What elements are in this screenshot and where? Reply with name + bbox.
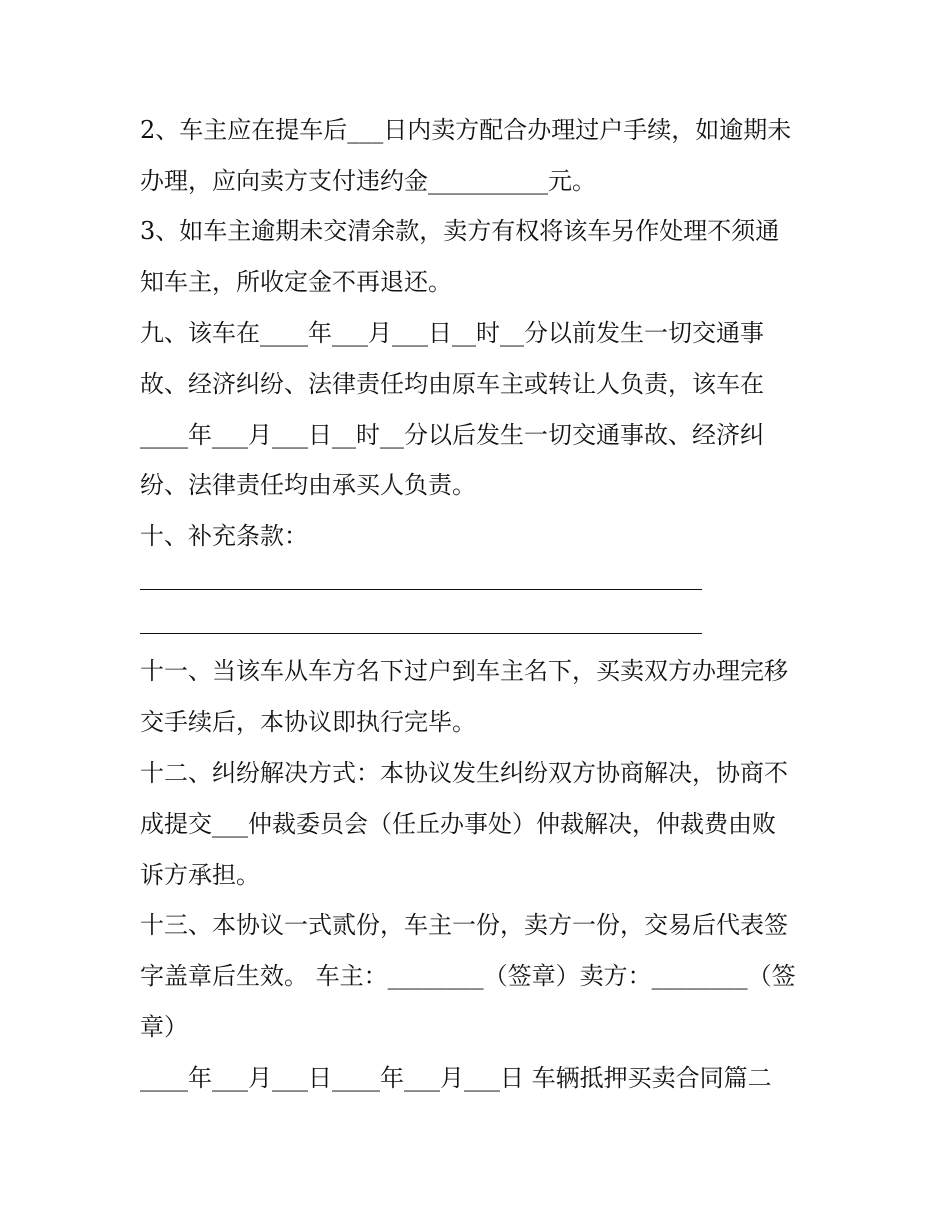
clause-3-line-1: 3、如车主逾期未交清余款，卖方有权将该车另作处理不须通: [140, 217, 780, 245]
signature-date-line: ____年___月___日____年___月___日 车辆抵押买卖合同篇二: [140, 1064, 772, 1092]
clause-2-line-1: 2、车主应在提车后___日内卖方配合办理过户手续，如逾期未: [140, 116, 792, 144]
clause-13-line-1: 十三、本协议一式贰份，车主一份，卖方一份，交易后代表签: [140, 911, 788, 939]
clause-9-line-4: 纷、法律责任均由承买人负责。: [140, 471, 476, 499]
clause-9-line-3: ____年___月___日__时__分以后发生一切交通事故、经济纠: [140, 421, 764, 449]
supplementary-blank-line-2: [140, 633, 702, 634]
clause-13-line-2: 字盖章后生效。 车主：________（签章）卖方：________（签: [140, 962, 796, 990]
clause-12-line-3: 诉方承担。: [140, 861, 260, 889]
clause-9-line-2: 故、经济纠纷、法律责任均由原车主或转让人负责，该车在: [140, 370, 764, 398]
clause-11-line-2: 交手续后，本协议即执行完毕。: [140, 708, 476, 736]
clause-11-line-1: 十一、当该车从车方名下过户到车主名下，买卖双方办理完移: [140, 657, 788, 685]
clause-10-heading: 十、补充条款：: [140, 522, 308, 550]
clause-9-line-1: 九、该车在____年___月___日__时__分以前发生一切交通事: [140, 319, 764, 347]
clause-12-line-2: 成提交___仲裁委员会（任丘办事处）仲裁解决，仲裁费由败: [140, 810, 776, 838]
clause-12-line-1: 十二、纠纷解决方式：本协议发生纠纷双方协商解决，协商不: [140, 759, 788, 787]
clause-2-line-2: 办理，应向卖方支付违约金__________元。: [140, 167, 596, 195]
clause-3-line-2: 知车主，所收定金不再退还。: [140, 268, 452, 296]
supplementary-blank-line-1: [140, 589, 702, 590]
clause-13-line-3: 章）: [140, 1013, 188, 1041]
